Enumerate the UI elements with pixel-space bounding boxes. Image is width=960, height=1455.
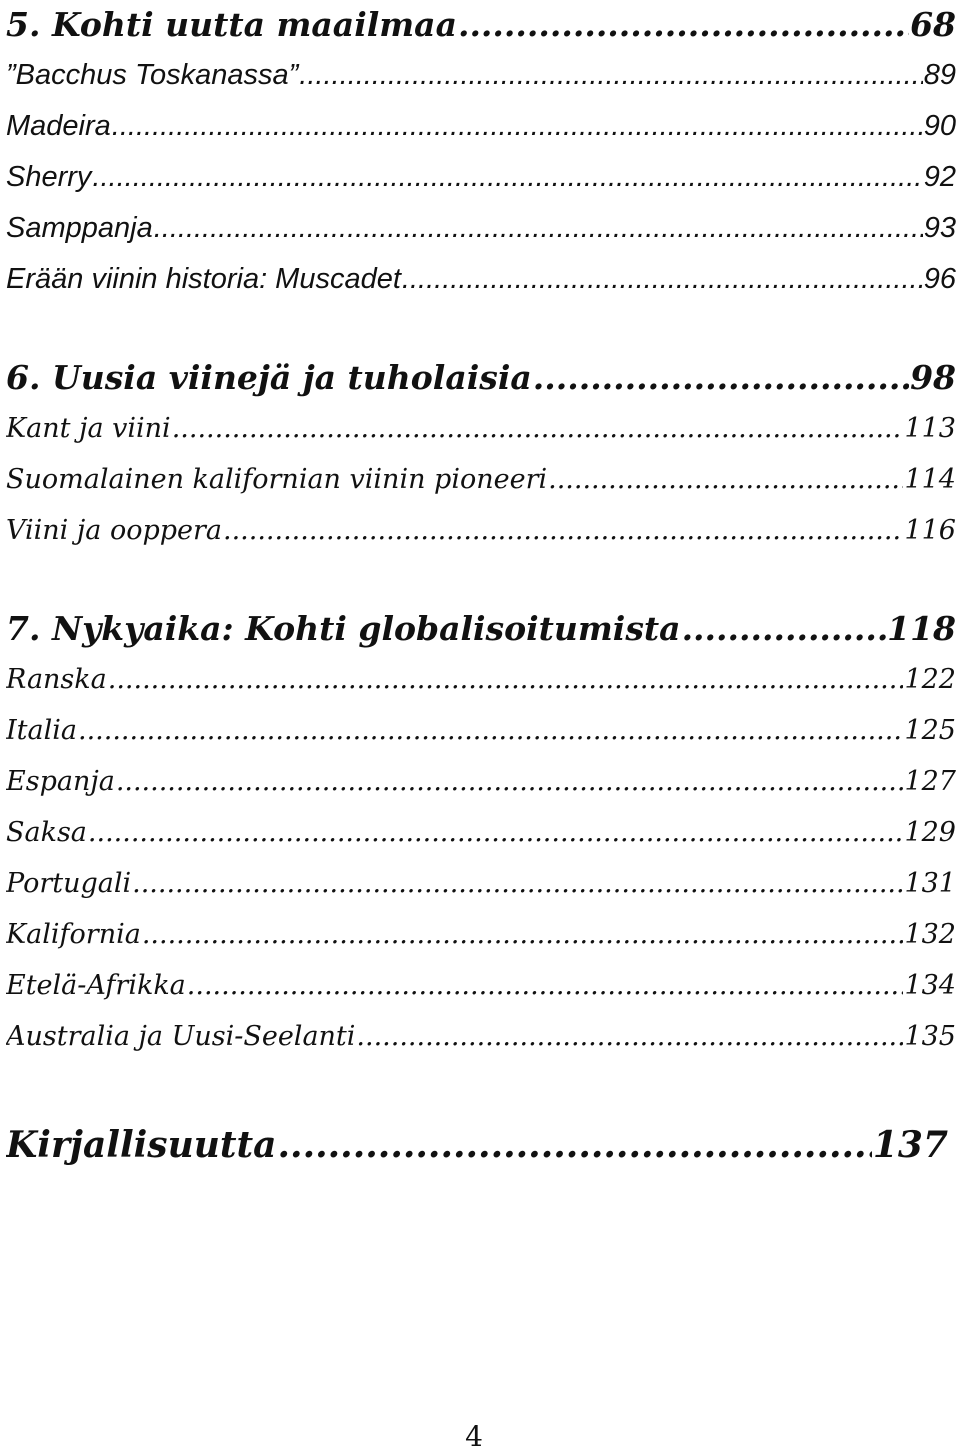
entry-title: Kalifornia	[6, 919, 141, 950]
entry-page: 132	[904, 919, 956, 950]
toc-chapter-heading	[6, 0, 956, 50]
dot-leader	[356, 1011, 903, 1062]
entry-page: 122	[904, 664, 956, 695]
entry-page: 129	[904, 817, 956, 848]
toc-entry	[6, 203, 956, 254]
dot-leader	[533, 353, 909, 403]
toc-entry	[6, 101, 956, 152]
entry-title: Sherry	[6, 161, 92, 193]
chapter-title: 7. Nykyaika: Kohti globalisoitumista	[6, 609, 681, 648]
dot-leader	[223, 505, 903, 556]
entry-page: 113	[904, 413, 956, 444]
toc-entry	[6, 254, 956, 305]
toc-entry	[6, 505, 956, 556]
entry-page: 127	[904, 766, 956, 797]
dot-leader	[142, 909, 904, 960]
chapter-page: 118	[887, 609, 956, 648]
entry-page: 92	[923, 161, 956, 193]
section-spacer	[6, 305, 956, 353]
chapter-title: 5. Kohti uutta maailmaa	[6, 5, 457, 44]
chapter-title: 6. Uusia viinejä ja tuholaisia	[6, 358, 532, 397]
entry-title: ”Bacchus Toskanassa”	[6, 59, 299, 91]
entry-title: Madeira	[6, 110, 111, 142]
dot-leader	[187, 960, 904, 1011]
dot-leader	[78, 705, 903, 756]
toc-chapter-heading	[6, 604, 956, 654]
dot-leader	[116, 756, 904, 807]
dot-leader	[154, 203, 923, 254]
entry-page: 96	[923, 263, 956, 295]
entry-page: 135	[904, 1021, 956, 1052]
dot-leader	[92, 152, 922, 203]
table-of-contents	[6, 0, 956, 1170]
entry-title: Erään viinin historia: Muscadet	[6, 263, 401, 295]
chapter-page: 68	[910, 5, 956, 44]
entry-title: Saksa	[6, 817, 87, 848]
dot-leader	[278, 1120, 872, 1170]
entry-title: Etelä-Afrikka	[6, 970, 186, 1001]
dot-leader	[682, 604, 887, 654]
entry-page: 90	[923, 110, 956, 142]
toc-chapter-heading	[6, 353, 956, 403]
entry-page: 89	[923, 59, 956, 91]
toc-entry	[6, 454, 956, 505]
entry-page: 134	[904, 970, 956, 1001]
toc-entry	[6, 807, 956, 858]
entry-title: Viini ja ooppera	[6, 515, 223, 546]
toc-entry	[6, 909, 956, 960]
chapter-page: 98	[910, 358, 956, 397]
entry-page: 93	[923, 212, 956, 244]
toc-entry	[6, 403, 956, 454]
toc-entry	[6, 858, 956, 909]
dot-leader	[88, 807, 904, 858]
toc-entry	[6, 960, 956, 1011]
entry-page: 114	[904, 464, 956, 495]
toc-entry	[6, 654, 956, 705]
toc-entry	[6, 756, 956, 807]
entry-page: 125	[904, 715, 956, 746]
toc-entry	[6, 152, 956, 203]
dot-leader	[132, 858, 903, 909]
toc-entry	[6, 50, 956, 101]
dot-leader	[108, 654, 904, 705]
entry-title: Kant ja viini	[6, 413, 171, 444]
entry-title: Portugali	[6, 868, 132, 899]
entry-title: Suomalainen kalifornian viinin pioneeri	[6, 464, 548, 495]
dot-leader	[402, 254, 923, 305]
dot-leader	[548, 454, 903, 505]
section-spacer	[6, 556, 956, 604]
entry-title: Italia	[6, 715, 77, 746]
dot-leader	[172, 403, 904, 454]
toc-chapter-heading	[6, 1120, 948, 1170]
dot-leader	[458, 0, 909, 50]
chapter-title: Kirjallisuutta	[6, 1124, 277, 1166]
entry-page: 131	[904, 868, 956, 899]
toc-entry	[6, 705, 956, 756]
section-spacer	[6, 1062, 956, 1120]
toc-entry	[6, 1011, 956, 1062]
entry-title: Espanja	[6, 766, 115, 797]
entry-title: Ranska	[6, 664, 107, 695]
page-number: 4	[465, 1420, 483, 1453]
chapter-page: 137	[872, 1124, 948, 1166]
entry-title: Australia ja Uusi-Seelanti	[6, 1021, 356, 1052]
dot-leader	[299, 50, 922, 101]
dot-leader	[112, 101, 923, 152]
entry-title: Samppanja	[6, 212, 153, 244]
entry-page: 116	[904, 515, 956, 546]
